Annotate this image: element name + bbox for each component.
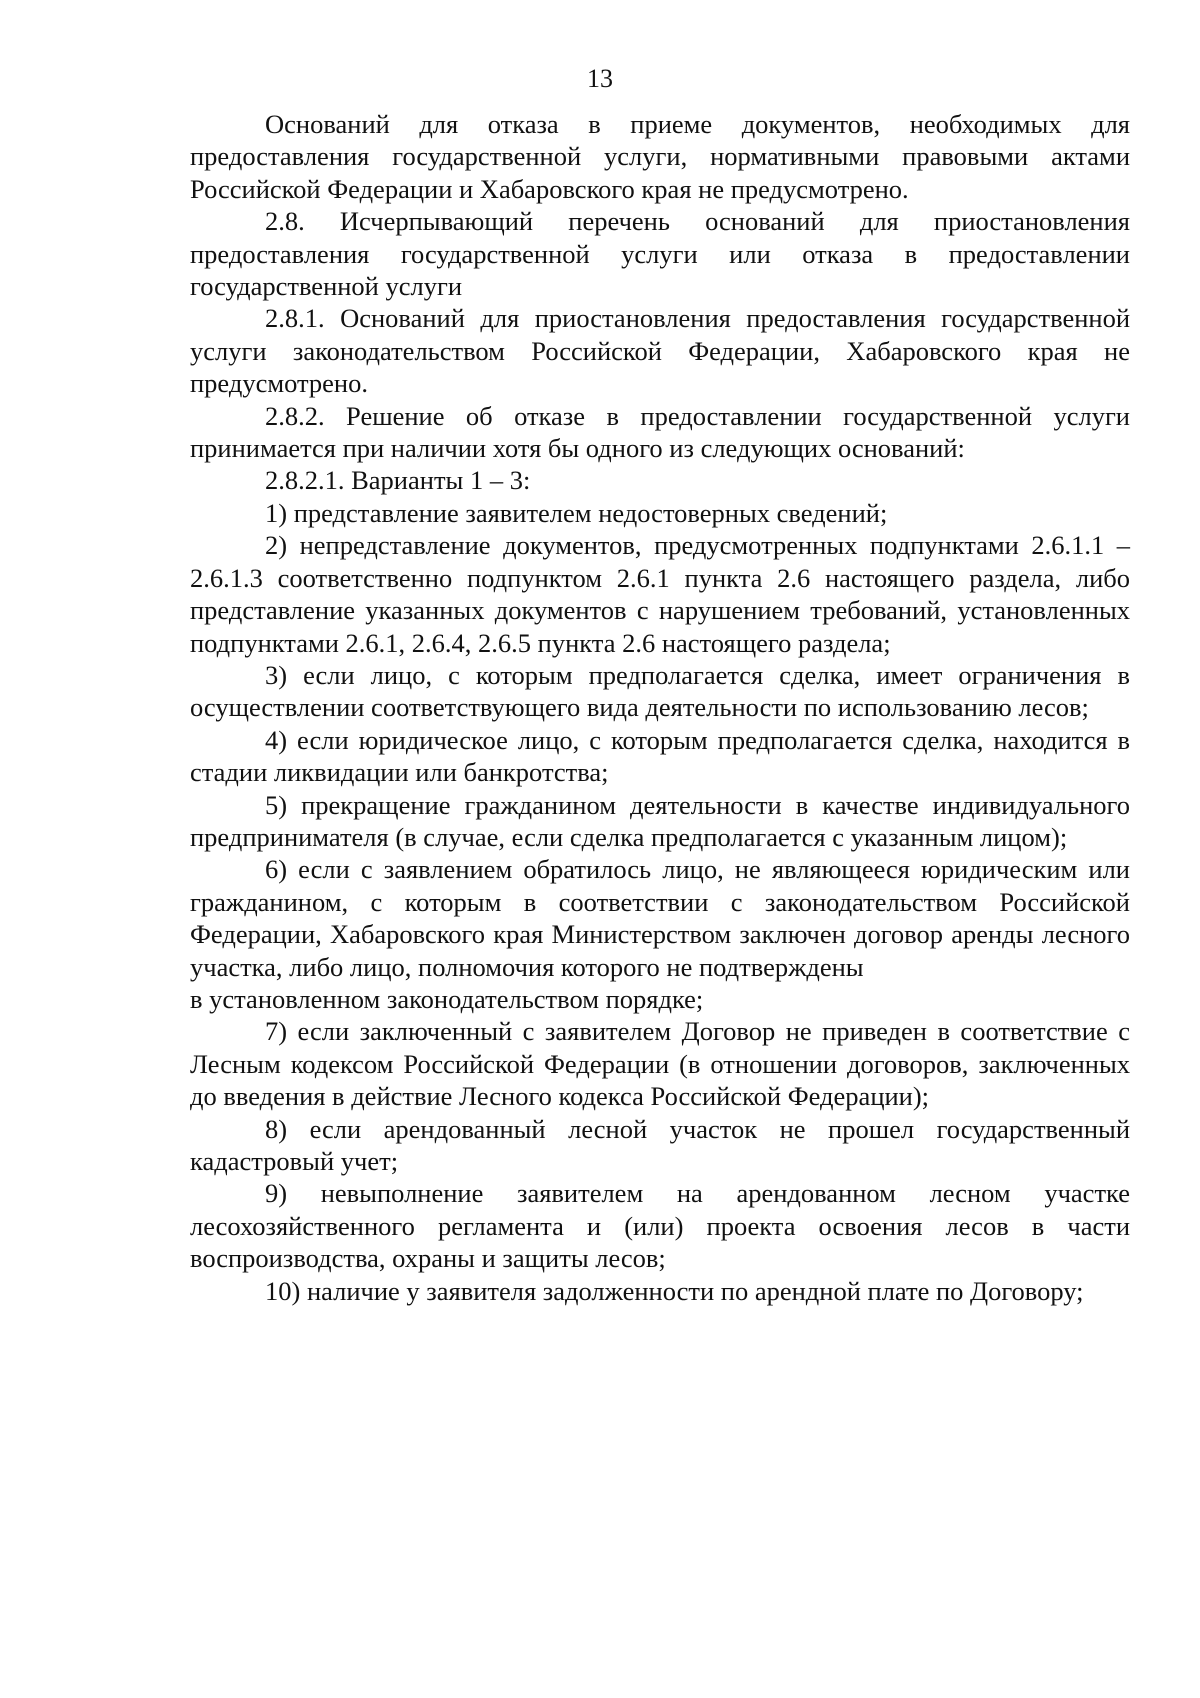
- list-item-10: 10) наличие у заявителя задолженности по арендной плате по Договору;: [265, 1275, 1084, 1306]
- list-item-4: 4) если юридическое лицо, с которым предполагается сделка, находится в стадии ликвидации или банкротства;: [190, 724, 1130, 788]
- paragraph-no-grounds-refusal-acceptance: Оснований для отказа в приеме документов, необходимых для предоставления государственной услуги, нормативными правовыми актами Российской Федерации и Хабаровского края не предусмотрено.: [190, 109, 1130, 204]
- list-item-3: 3) если лицо, с которым предполагается сделка, имеет ограничения в осуществлении соответствующего вида деятельности по использованию лесов;: [190, 659, 1130, 723]
- list-item-8: 8) если арендованный лесной участок не прошел государственный кадастровый учет;: [190, 1113, 1130, 1176]
- paragraph-2-8-2: 2.8.2. Решение об отказе в предоставлении государственной услуги принимается при наличии хотя бы одного из следующих оснований:: [190, 400, 1130, 464]
- list-item-5: 5) прекращение гражданином деятельности в качестве индивидуального предпринимателя (в случае, если сделка предполагается с указанным лицом);: [190, 789, 1130, 852]
- list-item-2: 2) непредставление документов, предусмотренных подпунктами 2.6.1.1 – 2.6.1.3 соответственно подпунктом 2.6.1 пункта 2.6 настоящего раздела, либо представление указанных документов с нарушением требований, установленных подпунктами 2.6.1, 2.6.4, 2.6.5 пункта 2.6 настоящего раздела;: [190, 530, 1130, 658]
- page-number: 13: [587, 64, 613, 93]
- paragraph-2-8-1: 2.8.1. Оснований для приостановления предоставления государственной услуги законодательством Российской Федерации, Хабаровского края не предусмотрено.: [190, 303, 1130, 399]
- paragraph-2-8-2-1: 2.8.2.1. Варианты 1 – 3:: [265, 465, 531, 496]
- list-item-6: 6) если с заявлением обратилось лицо, не являющееся юридическим или гражданином, с которым в соответствии с законодательством Российской Федерации, Хабаровского края Министерством заключен договор аренды лесного участка, либо лицо, полномочия которого не подтверждены: [190, 854, 1130, 982]
- paragraph-2-8-heading: 2.8. Исчерпывающий перечень оснований для приостановления предоставления государственной услуги или отказа в предоставлении государственной услуги: [190, 206, 1130, 302]
- list-item-9: 9) невыполнение заявителем на арендованном лесном участке лесохозяйственного регламента и (или) проекта освоения лесов в части воспроизводства, охраны и защиты лесов;: [190, 1178, 1130, 1274]
- document-body: [190, 108, 1130, 1307]
- list-item-1: 1) представление заявителем недостоверных сведений;: [265, 497, 888, 528]
- list-item-6-continuation: в установленном законодательством порядке;: [190, 983, 704, 1014]
- list-item-7: 7) если заключенный с заявителем Договор не приведен в соответствие с Лесным кодексом Российской Федерации (в отношении договоров, заключенных до введения в действие Лесного кодекса Российской Федерации);: [190, 1016, 1130, 1112]
